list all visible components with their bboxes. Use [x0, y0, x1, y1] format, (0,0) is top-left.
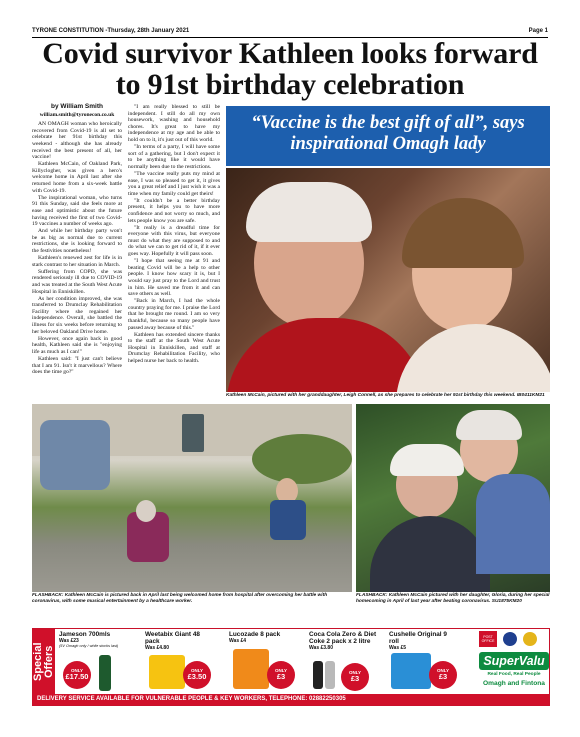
- page-number: Page 1: [528, 28, 548, 34]
- photo-clothing: [226, 318, 426, 392]
- paragraph: However, once again back in good health, Kathleen said she is "enjoying life as much as I can!": [32, 335, 122, 355]
- photo-kathleen-and-granddaughter: [226, 168, 550, 392]
- paragraph: "It really is a dreadful time for everyone with this virus, but everyone must do what they are supposed to and do what we can to get rid of it, if it ever goes way. Hopefully it will pass soon.: [128, 224, 220, 258]
- photo-hedge: [252, 434, 352, 484]
- offer-name: Jameson 700mls: [59, 631, 111, 638]
- photo-caption: FLASHBACK: Kathleen McCain pictured with her daughter, Gloria, during her special homecoming in April of last year after beating coronavirus. SU1875KM20: [356, 593, 550, 604]
- paragraph: "I am really blessed to still be independent. I still do all my own housework, washing and household chores. It's great to have my independence at my age and be able to hold on to it, it's just out of this world.: [128, 104, 220, 143]
- offer-lucozade[interactable]: [229, 631, 297, 693]
- post-office-logo: POST OFFICE: [479, 631, 497, 647]
- photo-window: [182, 414, 204, 452]
- price-burst: ONLY £3: [267, 661, 295, 689]
- photo-hair: [390, 444, 464, 476]
- masthead-date: TYRONE CONSTITUTION -Thursday, 28th January 2021: [32, 28, 190, 34]
- paragraph: "It couldn't be a better birthday present, it helps you to have more confidence and not worry so much, and lets people know you are safe.: [128, 197, 220, 224]
- photo-hair: [246, 182, 372, 242]
- store-location: Omagh and Fintona: [483, 680, 545, 687]
- offer-name: Cushelle Original 9 roll: [389, 631, 447, 645]
- brand-name: SuperValu: [479, 652, 549, 670]
- offer-name: Coca Cola Zero & Diet Coke 2 pack x 2 litre: [309, 631, 377, 645]
- pull-quote: “Vaccine is the best gift of all”, says inspirational Omagh lady: [226, 106, 550, 166]
- photo-clothing: [476, 474, 550, 574]
- cereal-box-image: [149, 655, 185, 689]
- brand-slogan: Real Food, Real People: [487, 672, 541, 677]
- offer-was-price: Was £3.80: [309, 645, 333, 651]
- offer-name: Weetabix Giant 48 pack: [145, 631, 200, 645]
- paragraph: Kathleen McCain, of Oakland Park, Killyclogher, was given a hero's welcome home in April last after she returned home from a six-week battle with Covid-19.: [32, 161, 122, 194]
- paragraph: Kathleen said: "I just can't believe that I am 91. Isn't it marvellous? Where does the time go?": [32, 355, 122, 376]
- supervalu-advert[interactable]: [32, 628, 550, 706]
- paragraph: And while her birthday party won't be as big as normal due to current restrictions, she is looking forward to the festivities nonetheless!: [32, 228, 122, 254]
- offer-jameson[interactable]: [59, 631, 127, 693]
- bottle-image: [325, 661, 335, 689]
- headline: Covid survivor Kathleen looks forward to 91st birthday celebration: [42, 37, 538, 101]
- offer-was-price: Was £5: [389, 645, 407, 651]
- photo-clothing: [396, 324, 550, 392]
- supervalu-logo[interactable]: [479, 632, 549, 694]
- photo-garden-homecoming: [32, 404, 352, 592]
- author-email[interactable]: william.smith@tyronecon.co.uk: [39, 111, 115, 118]
- drinks-pack-image: [233, 649, 269, 689]
- paragraph: AN OMAGH woman who heroically recovered from Covid-19 is all set to celebrate her 91st birthday this weekend - although she has already received the best present of all, her vaccine!: [32, 121, 122, 161]
- price-burst: ONLY £3.50: [183, 661, 211, 689]
- paragraph: "The vaccine really puts my mind at ease, I was so pleased to get it, it gives you a great relief and I just wish it was a time when my family could get theirs!: [128, 170, 220, 197]
- photo-hair: [456, 410, 522, 440]
- bottle-image: [99, 655, 111, 691]
- price-burst: ONLY £3: [429, 661, 457, 689]
- photo-staff-group: [40, 420, 110, 490]
- bottle-image: [313, 661, 323, 689]
- special-offers-banner: Special Offers: [33, 629, 55, 695]
- byline: by William Smith: [51, 103, 103, 110]
- paragraph: "I hope that seeing me at 91 and beating Covid will be a help to other people. I know how scary it is, but I would say just pray to the Lord and trust in him. He saved me from it and can save others as well.: [128, 258, 220, 298]
- offer-name: Lucozade 8 pack: [229, 631, 281, 638]
- article-column-1: [32, 104, 122, 376]
- photo-caption: Kathleen McCain, pictured with her granddaughter, Leigh Connell, as she prepares to celebrate her 91st birthday this weekend. IB0411KM21: [226, 393, 545, 398]
- photo-clothing: [370, 516, 490, 592]
- photo-caption: FLASHBACK: Kathleen McCain is pictured back in April last being welcomed home from hospital after overcoming her battle with coronavirus, with some musical entertainment by a healthcare worker.: [32, 593, 328, 604]
- photo-musician: [270, 500, 306, 540]
- paragraph: "In terms of a party, I will have some sort of a gathering, but I don't expect it to be anything like it would have normally been due to the restrictions.: [128, 144, 220, 170]
- delivery-banner: DELIVERY SERVICE AVAILABLE FOR VULNERABLE PEOPLE & KEY WORKERS, TELEPHONE: 02882250305: [33, 694, 549, 705]
- paragraph: The inspirational woman, who turns 91 this Sunday, said she feels more at ease and optimistic about the future having received the first of two Covid-19 vaccines a number of weeks ago.: [32, 194, 122, 228]
- photo-face: [136, 500, 156, 522]
- toilet-roll-image: [391, 653, 431, 689]
- paragraph: Kathleen's renewed zest for life is in stark contrast to her situation in March.: [32, 255, 122, 268]
- offer-was-price: Was £4.80: [145, 645, 169, 651]
- offer-was-price: Was £23: [59, 638, 79, 644]
- paragraph: As her condition improved, she was transferred to Drumclay Rehabilitation Facility where she regained her independence. Overall, she battled the illness for six weeks before returning to her beloved Oakland Drive home.: [32, 295, 122, 335]
- offer-coca-cola[interactable]: [309, 631, 377, 693]
- offer-weetabix[interactable]: [145, 631, 213, 693]
- paragraph: "Back in March, I had the whole country praying for me. I praise the Lord that he brought me round. I am so very thankful, because so many people have passed away because of this.": [128, 298, 220, 331]
- photo-hair: [402, 198, 524, 268]
- paragraph: Kathleen has extended sincere thanks to the staff at the South West Acute Hospital in Enniskillen, and staff at Drumclay Rehabilitation Facility, who helped nurse her back to health.: [128, 331, 220, 365]
- paragraph: Suffering from COPD, she was rendered seriously ill due to COVID-19 and was treated at the South West Acute Hospital in Enniskillen.: [32, 268, 122, 295]
- offer-was-price: Was £4: [229, 638, 247, 644]
- price-burst: ONLY £3: [341, 663, 369, 691]
- price-burst: ONLY £17.50: [63, 661, 91, 689]
- article-column-2: [128, 104, 220, 365]
- photo-kathleen-and-daughter: [356, 404, 550, 592]
- offer-note: (5V Omagh only / while stocks last): [59, 644, 119, 648]
- offer-cushelle[interactable]: [389, 631, 457, 693]
